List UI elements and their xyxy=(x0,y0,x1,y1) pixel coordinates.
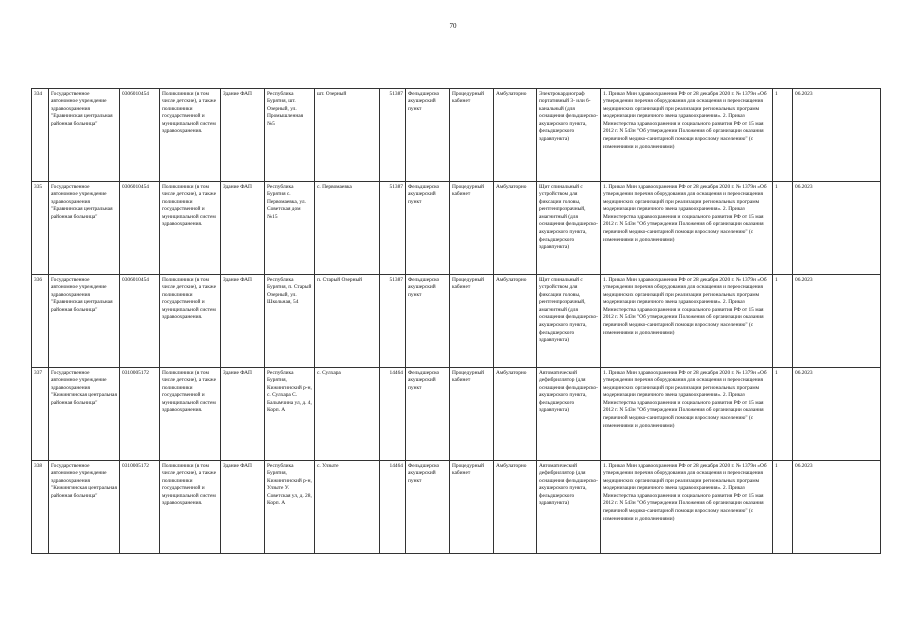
cell-care-type: Амбулаторно xyxy=(494,368,537,461)
cell-settlement: п. Старый Озерный xyxy=(315,275,380,368)
cell-address: Республика Бурятия, Кижингинский р-н, Улзыте У. Советская ул, д. 28, Корп. А xyxy=(265,461,315,554)
cell-row-number: 336 xyxy=(32,275,49,368)
cell-row-number: 338 xyxy=(32,461,49,554)
cell-legal-basis: 1. Приказ Мин здравоохранения РФ от 28 декабря 2020 г. № 1379н «Об утверждении перечня оборудования для оснащения и переоснащения медицинских организаций при реализации региональных программ модернизации первичного звена здравоохранения». 2. Приказ Министерства здравоохранения и социального развития РФ от 15 мая 2012 г. N 543н "Об утверждении Положения об организации оказания первичной медико-санитарной помощи взрослому населению" (с изменениями и дополнениями) xyxy=(601,461,773,554)
cell-organization-name: Государственное автономное учреждение здравоохранения "Кижингинская центральная районная больница" xyxy=(49,461,120,554)
cell-date: 06.2023 xyxy=(793,275,881,368)
cell-care-type: Амбулаторно xyxy=(494,461,537,554)
cell-quantity: 1 xyxy=(773,275,793,368)
cell-address: Республика Бурятия, шт. Озерный, ул. Промышленная №5 xyxy=(265,89,315,182)
cell-organization-code: 0306010454 xyxy=(120,89,160,182)
cell-conditions: Поликлиники (в том числе детские), а также поликлиники государственной и муниципальной систем здравоохранения. xyxy=(160,461,221,554)
cell-room: Процедурный кабинет xyxy=(450,182,494,275)
cell-conditions: Поликлиники (в том числе детские), а также поликлиники государственной и муниципальной систем здравоохранения. xyxy=(160,182,221,275)
cell-settlement: шт. Озерный xyxy=(315,89,380,182)
cell-room: Процедурный кабинет xyxy=(450,368,494,461)
cell-population: 14464 xyxy=(380,461,406,554)
cell-legal-basis: 1. Приказ Мин здравоохранения РФ от 28 декабря 2020 г. № 1379н «Об утверждении перечня оборудования для оснащения и переоснащения медицинских организаций при реализации региональных программ модернизации первичного звена здравоохранения». 2. Приказ Министерства здравоохранения и социального развития РФ от 15 мая 2012 г. N 543н "Об утверждении Положения об организации оказания первичной медико-санитарной помощи взрослому населению" (с изменениями и дополнениями) xyxy=(601,89,773,182)
cell-building: Здание ФАП xyxy=(221,368,265,461)
cell-date: 06.2023 xyxy=(793,368,881,461)
table-row xyxy=(32,182,881,275)
cell-room: Процедурный кабинет xyxy=(450,461,494,554)
cell-organization-name: Государственное автономное учреждение здравоохранения "Еравнинская центральная районная больница" xyxy=(49,275,120,368)
cell-equipment: Электрокардиограф портативный 3- или 6- канальный (для оснащения фельдшерско-акушерского пункта, фельдшерского здравпункта) xyxy=(537,89,601,182)
cell-facility-type: Фельдшерско акушерский пункт xyxy=(406,461,450,554)
cell-organization-name: Государственное автономное учреждение здравоохранения "Еравнинская центральная районная больница" xyxy=(49,182,120,275)
cell-address: Республика Бурятия, Кижингинский р-н, с. Сулхара С. Балымчина ул, д. 4, Корп. А xyxy=(265,368,315,461)
table-row xyxy=(32,275,881,368)
cell-facility-type: Фельдшерско акушерский пункт xyxy=(406,368,450,461)
cell-care-type: Амбулаторно xyxy=(494,275,537,368)
cell-equipment: Щит спинальный с устройством для фиксации головы, рентгенпрозрачный, амагнитный (для оснащения фельдшерско-акушерского пункта, фельдшерского здравпункта) xyxy=(537,275,601,368)
cell-facility-type: Фельдшерско акушерский пункт xyxy=(406,89,450,182)
table-row xyxy=(32,461,881,554)
cell-population: 51387 xyxy=(380,275,406,368)
cell-address: Республика Бурятия с. Первомаевка, ул. Советская дом №15 xyxy=(265,182,315,275)
cell-settlement: с. Сулхара xyxy=(315,368,380,461)
cell-quantity: 1 xyxy=(773,368,793,461)
cell-organization-code: 0306010454 xyxy=(120,182,160,275)
cell-settlement: с. Улзыте xyxy=(315,461,380,554)
cell-room: Процедурный кабинет xyxy=(450,89,494,182)
cell-equipment: Щит спинальный с устройством для фиксации головы, рентгенпрозрачный, амагнитный (для оснащения фельдшерско-акушерского пункта, фельдшерского здравпункта) xyxy=(537,182,601,275)
cell-facility-type: Фельдшерско акушерский пункт xyxy=(406,182,450,275)
cell-facility-type: Фельдшерско акушерский пункт xyxy=(406,275,450,368)
cell-conditions: Поликлиники (в том числе детские), а также поликлиники государственной и муниципальной систем здравоохранения. xyxy=(160,275,221,368)
cell-organization-name: Государственное автономное учреждение здравоохранения "Кижингинская центральная районная больница" xyxy=(49,368,120,461)
page-number: 70 xyxy=(449,22,457,30)
cell-row-number: 337 xyxy=(32,368,49,461)
cell-care-type: Амбулаторно xyxy=(494,89,537,182)
cell-population: 51387 xyxy=(380,89,406,182)
cell-organization-name: Государственное автономное учреждение здравоохранения "Еравнинская центральная районная больница" xyxy=(49,89,120,182)
cell-building: Здание ФАП xyxy=(221,89,265,182)
cell-address: Республика Бурятия, п. Старый Озерный, ул. Школьная, 54 xyxy=(265,275,315,368)
cell-row-number: 334 xyxy=(32,89,49,182)
cell-settlement: с. Первомаевка xyxy=(315,182,380,275)
table-row xyxy=(32,89,881,182)
cell-date: 06.2023 xyxy=(793,461,881,554)
cell-quantity: 1 xyxy=(773,461,793,554)
cell-legal-basis: 1. Приказ Мин здравоохранения РФ от 28 декабря 2020 г. № 1379н «Об утверждении перечня оборудования для оснащения и переоснащения медицинских организаций при реализации региональных программ модернизации первичного звена здравоохранения». 2. Приказ Министерства здравоохранения и социального развития РФ от 15 мая 2012 г. N 543н "Об утверждении Положения об организации оказания первичной медико-санитарной помощи взрослому населению" (с изменениями и дополнениями) xyxy=(601,368,773,461)
cell-equipment: Автоматический дефибриллятор (для оснащения фельдшерско-акушерского пункта, фельдшерского здравпункта) xyxy=(537,368,601,461)
cell-organization-code: 0306010454 xyxy=(120,275,160,368)
cell-population: 14464 xyxy=(380,368,406,461)
cell-building: Здание ФАП xyxy=(221,275,265,368)
table-row xyxy=(32,368,881,461)
cell-row-number: 335 xyxy=(32,182,49,275)
cell-care-type: Амбулаторно xyxy=(494,182,537,275)
cell-date: 06.2023 xyxy=(793,89,881,182)
cell-building: Здание ФАП xyxy=(221,461,265,554)
cell-population: 51387 xyxy=(380,182,406,275)
cell-room: Процедурный кабинет xyxy=(450,275,494,368)
equipment-table xyxy=(31,88,881,554)
cell-conditions: Поликлиники (в том числе детские), а также поликлиники государственной и муниципальной систем здравоохранения. xyxy=(160,89,221,182)
cell-building: Здание ФАП xyxy=(221,182,265,275)
cell-legal-basis: 1. Приказ Мин здравоохранения РФ от 28 декабря 2020 г. № 1379н «Об утверждении перечня оборудования для оснащения и переоснащения медицинских организаций при реализации региональных программ модернизации первичного звена здравоохранения». 2. Приказ Министерства здравоохранения и социального развития РФ от 15 мая 2012 г. N 543н "Об утверждении Положения об организации оказания первичной медико-санитарной помощи взрослому населению" (с изменениями и дополнениями) xyxy=(601,275,773,368)
cell-date: 06.2023 xyxy=(793,182,881,275)
cell-quantity: 1 xyxy=(773,182,793,275)
cell-quantity: 1 xyxy=(773,89,793,182)
cell-organization-code: 0310005172 xyxy=(120,461,160,554)
cell-conditions: Поликлиники (в том числе детские), а также поликлиники государственной и муниципальной систем здравоохранения. xyxy=(160,368,221,461)
cell-legal-basis: 1. Приказ Мин здравоохранения РФ от 28 декабря 2020 г. № 1379н «Об утверждении перечня оборудования для оснащения и переоснащения медицинских организаций при реализации региональных программ модернизации первичного звена здравоохранения». 2. Приказ Министерства здравоохранения и социального развития РФ от 15 мая 2012 г. N 543н "Об утверждении Положения об организации оказания первичной медико-санитарной помощи взрослому населению" (с изменениями и дополнениями) xyxy=(601,182,773,275)
cell-equipment: Автоматический дефибриллятор (для оснащения фельдшерско-акушерского пункта, фельдшерского здравпункта) xyxy=(537,461,601,554)
cell-organization-code: 0310005172 xyxy=(120,368,160,461)
